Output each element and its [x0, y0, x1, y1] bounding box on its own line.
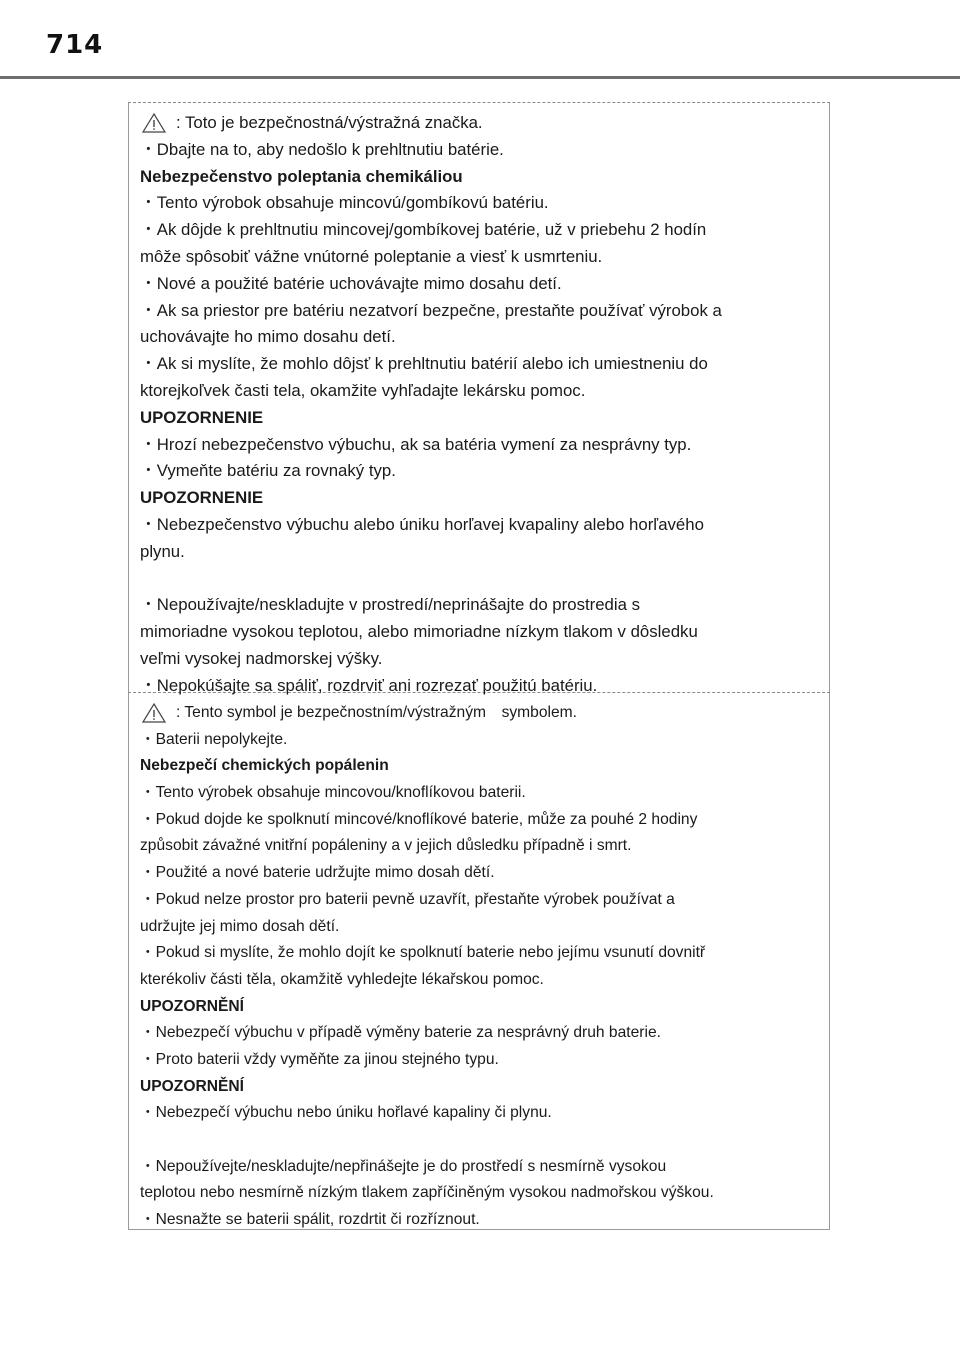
text-line: kterékoliv části těla, okamžitě vyhledejte lékařskou pomoc. — [140, 970, 544, 988]
text-line: ・Nepoužívejte/neskladujte/nepřinášejte je do prostředí s nesmírně vysokou — [140, 1157, 667, 1175]
text-line: ・Nebezpečí výbuchu v případě výměny baterie za nesprávný druh baterie. — [140, 1024, 661, 1042]
text-line: ・Vymeňte batériu za rovnaký typ. — [140, 461, 396, 481]
section-heading: UPOZORNĚNÍ — [140, 1077, 244, 1095]
cz-text-lines — [140, 727, 820, 1234]
warning-triangle-icon — [142, 703, 166, 723]
section-heading: UPOZORNENIE — [140, 407, 264, 427]
text-line: ・Nepokúšajte sa spáliť, rozdrviť ani rozrezať použitú batériu. — [140, 675, 598, 695]
cz-warning-symbol-line — [140, 700, 820, 727]
text-line: ・Nové a použité batérie uchovávajte mimo dosahu detí. — [140, 273, 562, 293]
text-line: ・Nesnažte se baterii spálit, rozdrtit či rozříznout. — [140, 1211, 480, 1229]
text-line: ・Proto baterii vždy vyměňte za jinou stejného typu. — [140, 1050, 499, 1068]
text-line: teplotou nebo nesmírně nízkým tlakem zapříčiněným vysokou nadmořskou výškou. — [140, 1184, 714, 1202]
text-line: ・Nebezpečí výbuchu nebo úniku hořlavé kapaliny či plynu. — [140, 1104, 552, 1122]
section-heading: UPOZORNENIE — [140, 488, 264, 508]
text-line: veľmi vysokej nadmorskej výšky. — [140, 648, 383, 668]
text-line: ・Použité a nové baterie udržujte mimo dosah dětí. — [140, 864, 495, 882]
text-line: ・Hrozí nebezpečenstvo výbuchu, ak sa batéria vymení za nesprávny typ. — [140, 434, 692, 454]
text-line: udržujte jej mimo dosah dětí. — [140, 917, 340, 935]
text-line: ・Nepoužívajte/neskladujte v prostredí/neprinášajte do prostredia s — [140, 595, 640, 615]
section-heading: Nebezpečenstvo poleptania chemikáliou — [140, 166, 463, 186]
text-line: ・Tento výrobok obsahuje mincovú/gombíkovú batériu. — [140, 193, 549, 213]
sk-warning-symbol-text: : Toto je bezpečnostná/výstražná značka. — [176, 113, 483, 132]
slovak-warning-section — [140, 110, 820, 700]
sk-warning-symbol-line — [140, 110, 820, 137]
section-heading: UPOZORNĚNÍ — [140, 997, 244, 1015]
text-line: ・Ak sa priestor pre batériu nezatvorí bezpečne, prestaňte používať výrobok a — [140, 300, 722, 320]
page-number: 714 — [46, 30, 104, 60]
dashed-divider-top — [128, 102, 830, 103]
cz-warning-symbol-text: : Tento symbol je bezpečnostním/výstražným symbolem. — [176, 704, 577, 721]
blank-line — [140, 566, 820, 593]
text-line: uchovávajte ho mimo dosahu detí. — [140, 327, 396, 347]
text-line: ・Ak dôjde k prehltnutiu mincovej/gombíkovej batérie, už v priebehu 2 hodín — [140, 220, 707, 240]
text-line: ・Nebezpečenstvo výbuchu alebo úniku horľavej kvapaliny alebo horľavého — [140, 514, 704, 534]
text-line: ktorejkoľvek časti tela, okamžite vyhľadajte lekársku pomoc. — [140, 380, 586, 400]
section-heading: Nebezpečí chemických popálenin — [140, 757, 389, 775]
text-line: ・Pokud nelze prostor pro baterii pevně uzavřít, přestaňte výrobek používat a — [140, 890, 675, 908]
text-line: ・Pokud si myslíte, že mohlo dojít ke spolknutí baterie nebo jejímu vsunutí dovnitř — [140, 944, 706, 962]
text-line: ・Baterii nepolykejte. — [140, 730, 288, 748]
text-line: ・Ak si myslíte, že mohlo dôjsť k prehltnutiu batérií alebo ich umiestneniu do — [140, 354, 708, 374]
text-line: ・Dbajte na to, aby nedošlo k prehltnutiu batérie. — [140, 139, 504, 159]
header-rule — [0, 76, 960, 79]
czech-warning-section — [140, 700, 820, 1234]
blank-line — [140, 1127, 820, 1154]
text-line: mimoriadne vysokou teplotou, alebo mimoriadne nízkym tlakom v dôsledku — [140, 622, 698, 642]
text-line: způsobit závažné vnitřní popáleniny a v jejich důsledku případně i smrt. — [140, 837, 632, 855]
warning-triangle-icon — [142, 113, 166, 133]
text-line: ・Tento výrobek obsahuje mincovou/knoflíkovou baterii. — [140, 784, 526, 802]
sk-text-lines — [140, 137, 820, 700]
text-line: ・Pokud dojde ke spolknutí mincové/knoflíkové baterie, může za pouhé 2 hodiny — [140, 810, 698, 828]
text-line: môže spôsobiť vážne vnútorné poleptanie a viesť k usmrteniu. — [140, 246, 603, 266]
text-line: plynu. — [140, 541, 185, 561]
